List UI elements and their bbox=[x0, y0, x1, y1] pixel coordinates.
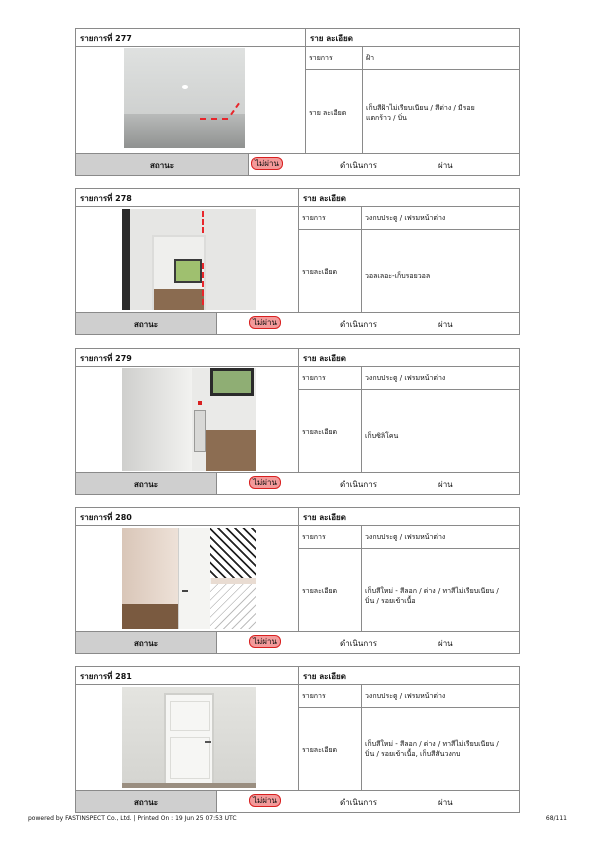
card-header bbox=[76, 667, 519, 685]
status-option-in-progress[interactable]: ดำเนินการ bbox=[340, 320, 377, 329]
detail-row bbox=[298, 390, 519, 473]
status-option-fail[interactable]: ไม่ผ่าน bbox=[249, 316, 281, 329]
status-label: สถานะ bbox=[150, 161, 174, 170]
status-option-in-progress[interactable]: ดำเนินการ bbox=[340, 639, 377, 648]
item-row bbox=[298, 366, 519, 390]
lock-indicator-icon bbox=[198, 401, 202, 405]
status-option-fail[interactable]: ไม่ผ่าน bbox=[249, 476, 281, 489]
item-label: รายการ bbox=[302, 374, 326, 382]
status-row bbox=[76, 631, 519, 653]
card-title: รายการที่ 278 bbox=[80, 194, 132, 203]
status-option-pass[interactable]: ผ่าน bbox=[438, 798, 453, 807]
status-option-fail[interactable]: ไม่ผ่าน bbox=[249, 794, 281, 807]
item-label: รายการ bbox=[309, 54, 333, 62]
inspection-photo[interactable] bbox=[122, 687, 256, 788]
status-option-pass[interactable]: ผ่าน bbox=[438, 480, 453, 489]
detail-label: รายละเอียด bbox=[302, 428, 338, 436]
item-value: วงกบประตู / เฟรมหน้าต่าง bbox=[365, 692, 446, 700]
status-option-pass[interactable]: ผ่าน bbox=[438, 320, 453, 329]
item-row bbox=[298, 684, 519, 708]
page-number: 68/111 bbox=[545, 815, 567, 822]
item-value: วงกบประตู / เฟรมหน้าต่าง bbox=[365, 214, 446, 222]
item-value: วงกบประตู / เฟรมหน้าต่าง bbox=[365, 374, 446, 382]
inspection-photo[interactable] bbox=[122, 209, 256, 310]
status-option-in-progress[interactable]: ดำเนินการ bbox=[340, 480, 377, 489]
card-title: รายการที่ 279 bbox=[80, 354, 132, 363]
detail-row bbox=[298, 230, 519, 313]
detail-label: รายละเอียด bbox=[302, 587, 338, 595]
footer-printed-info: powered by FASTINSPECT Co., Ltd. | Printed On : 19 Jun 25 07:53 UTC bbox=[28, 815, 237, 822]
detail-label: รายละเอียด bbox=[302, 746, 338, 754]
status-label: สถานะ bbox=[134, 480, 158, 489]
detail-label: ราย ละเอียด bbox=[309, 109, 347, 117]
detail-header: ราย ละเอียด bbox=[303, 194, 346, 203]
inspection-card-279 bbox=[75, 348, 520, 495]
detail-row bbox=[305, 70, 519, 154]
status-row bbox=[76, 790, 519, 812]
item-value: ฝ้า bbox=[366, 54, 375, 62]
status-row bbox=[76, 472, 519, 494]
inspection-card-277 bbox=[75, 28, 520, 176]
item-row bbox=[298, 525, 519, 549]
status-option-pass[interactable]: ผ่าน bbox=[438, 161, 453, 170]
status-label: สถานะ bbox=[134, 798, 158, 807]
detail-value: เก็บซิลิโคน bbox=[365, 432, 399, 440]
item-row bbox=[305, 46, 519, 70]
item-label: รายการ bbox=[302, 692, 326, 700]
status-row bbox=[76, 153, 519, 175]
detail-row bbox=[298, 549, 519, 632]
inspection-card-280 bbox=[75, 507, 520, 654]
detail-header: ราย ละเอียด bbox=[303, 672, 346, 681]
card-title: รายการที่ 277 bbox=[80, 34, 132, 43]
card-header bbox=[76, 189, 519, 207]
detail-header: ราย ละเอียด bbox=[303, 354, 346, 363]
inspection-photo[interactable] bbox=[122, 528, 256, 629]
ceiling-light-icon bbox=[182, 85, 188, 89]
card-title: รายการที่ 280 bbox=[80, 513, 132, 522]
status-label: สถานะ bbox=[134, 320, 158, 329]
detail-value: เก็บสีใหม่ - สีลอก / ด่าง / ทาสีไม่เรียบเนียน / บิ่น / รอยเข้าเนื้อ bbox=[365, 587, 499, 605]
status-label: สถานะ bbox=[134, 639, 158, 648]
detail-label: รายละเอียด bbox=[302, 268, 338, 276]
status-option-in-progress[interactable]: ดำเนินการ bbox=[340, 161, 377, 170]
detail-value: เก็บสีฝ้าไม่เรียบเนียน / สีด่าง / มีรอยแตกร้าว / บิ่น bbox=[366, 104, 475, 122]
inspection-card-281 bbox=[75, 666, 520, 813]
inspection-photo[interactable] bbox=[124, 48, 245, 148]
item-label: รายการ bbox=[302, 214, 326, 222]
item-row bbox=[298, 206, 519, 230]
inspection-card-278 bbox=[75, 188, 520, 335]
card-title: รายการที่ 281 bbox=[80, 672, 132, 681]
status-row bbox=[76, 312, 519, 334]
card-header bbox=[76, 508, 519, 526]
item-value: วงกบประตู / เฟรมหน้าต่าง bbox=[365, 533, 446, 541]
inspection-photo[interactable] bbox=[122, 368, 256, 471]
status-option-fail[interactable]: ไม่ผ่าน bbox=[249, 635, 281, 648]
status-option-pass[interactable]: ผ่าน bbox=[438, 639, 453, 648]
detail-header: ราย ละเอียด bbox=[310, 34, 353, 43]
status-option-fail[interactable]: ไม่ผ่าน bbox=[251, 157, 283, 170]
card-header bbox=[76, 29, 519, 47]
item-label: รายการ bbox=[302, 533, 326, 541]
detail-value: เก็บสีใหม่ - สีลอก / ด่าง / ทาสีไม่เรียบเนียน / บิ่น / รอยเข้าเนื้อ, เก็บสีสันวงกบ bbox=[365, 740, 499, 758]
card-header bbox=[76, 349, 519, 367]
detail-row bbox=[298, 708, 519, 791]
detail-header: ราย ละเอียด bbox=[303, 513, 346, 522]
status-option-in-progress[interactable]: ดำเนินการ bbox=[340, 798, 377, 807]
detail-value: วอลเลอะ-เก็บรอยวอล bbox=[365, 272, 431, 280]
